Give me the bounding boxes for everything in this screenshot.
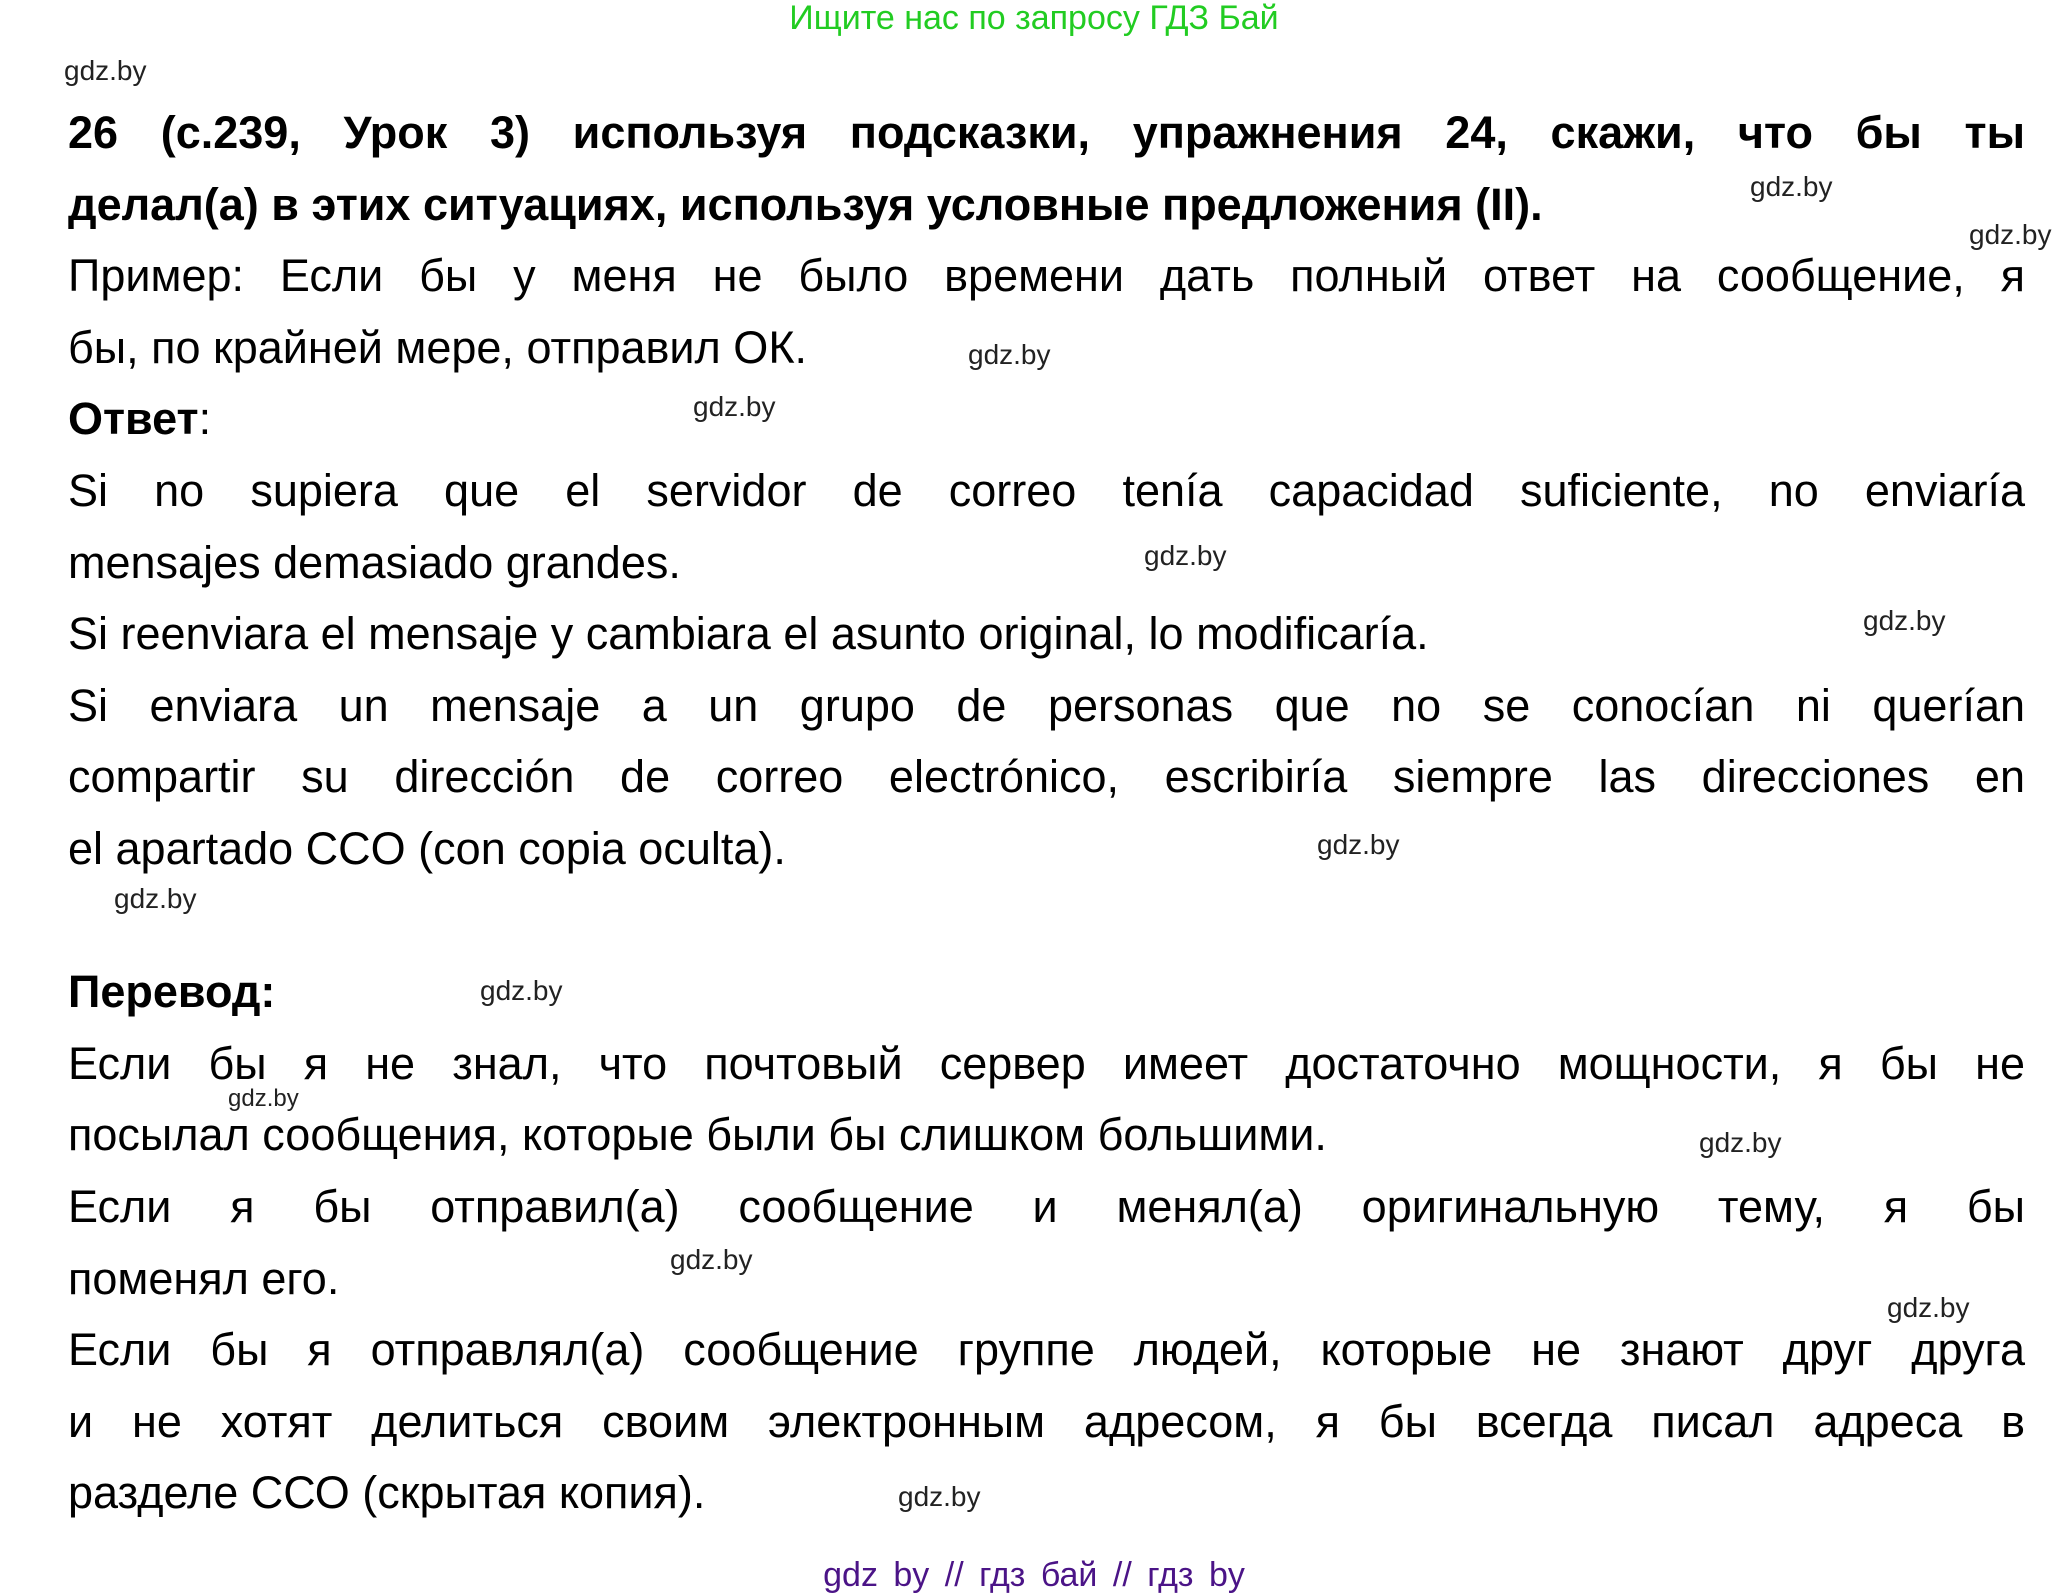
answer-paragraph: [68, 670, 2025, 885]
translation-line: Если бы я отправлял(а) сообщение группе людей, которые не знают друг друга: [68, 1324, 2025, 1376]
answer-line: compartir su dirección de correo electrónico, escribiría siempre las direcciones en: [68, 751, 2025, 803]
answer-line: Si no supiera que el servidor de correo tenía capacidad suficiente, no enviaría: [68, 464, 2025, 516]
watermark: gdz.by: [968, 339, 1051, 370]
watermark: gdz.by: [898, 1481, 981, 1512]
heading-line: 26 (с.239, Урок 3) используя подсказки, упражнения 24, скажи, что бы ты: [68, 107, 2025, 158]
answer-heading: [68, 383, 2025, 455]
task-heading: [68, 97, 2025, 240]
watermark: gdz.by: [1887, 1292, 1970, 1323]
watermark: gdz.by: [670, 1244, 753, 1275]
watermark: gdz.by: [1750, 171, 1833, 202]
answer-line: Si reenviara el mensaje y cambiara el asunto original, lo modificaría.: [68, 608, 1429, 660]
watermark: gdz.by: [114, 883, 197, 914]
answer-line: Si enviara un mensaje a un grupo de personas que no se conocían ni querían: [68, 679, 2025, 731]
watermark: gdz.by: [1863, 605, 1946, 636]
example-line: бы, по крайней мере, отправил ОК.: [68, 321, 808, 373]
watermark: gdz.by: [64, 55, 147, 86]
watermark: gdz.by: [693, 391, 776, 422]
translation-line: посылал сообщения, которые были бы слишком большими.: [68, 1109, 1327, 1161]
answer-line: el apartado CCO (con copia oculta).: [68, 822, 786, 874]
watermark: gdz.by: [1317, 829, 1400, 860]
translation-line: и не хотят делиться своим электронным адресом, я бы всегда писал адреса в: [68, 1395, 2025, 1447]
translation-paragraph: [68, 1314, 2025, 1529]
translation-line: Если бы я не знал, что почтовый сервер имеет достаточно мощности, я бы не: [68, 1037, 2025, 1089]
watermark: gdz.by: [228, 1085, 299, 1112]
watermark: gdz.by: [1144, 540, 1227, 571]
example-line: Пример: Если бы у меня не было времени дать полный ответ на сообщение, я: [68, 250, 2025, 302]
heading-line: делал(а) в этих ситуациях, используя условные предложения (II).: [68, 178, 1543, 230]
footer-banner: gdz by // гдз бай // гдз by: [823, 1556, 1245, 1594]
watermark: gdz.by: [1699, 1127, 1782, 1158]
answer-paragraph: [68, 598, 2025, 670]
translation-line: разделе ССО (скрытая копия).: [68, 1467, 706, 1519]
spacer: [68, 885, 2025, 957]
watermark: gdz.by: [1969, 219, 2052, 250]
translation-line: Если я бы отправил(а) сообщение и менял(а) оригинальную тему, я бы: [68, 1180, 2025, 1232]
search-banner: Ищите нас по запросу ГДЗ Бай: [789, 0, 1279, 37]
watermark: gdz.by: [480, 975, 563, 1006]
answer-colon: :: [198, 393, 212, 445]
translation-paragraph: [68, 1171, 2025, 1314]
document-body: [68, 97, 2025, 1529]
translation-heading: Перевод:: [68, 966, 276, 1018]
translation-line: поменял его.: [68, 1252, 340, 1304]
answer-label: Ответ: [68, 393, 199, 445]
answer-paragraph: [68, 455, 2025, 598]
answer-line: mensajes demasiado grandes.: [68, 536, 681, 588]
